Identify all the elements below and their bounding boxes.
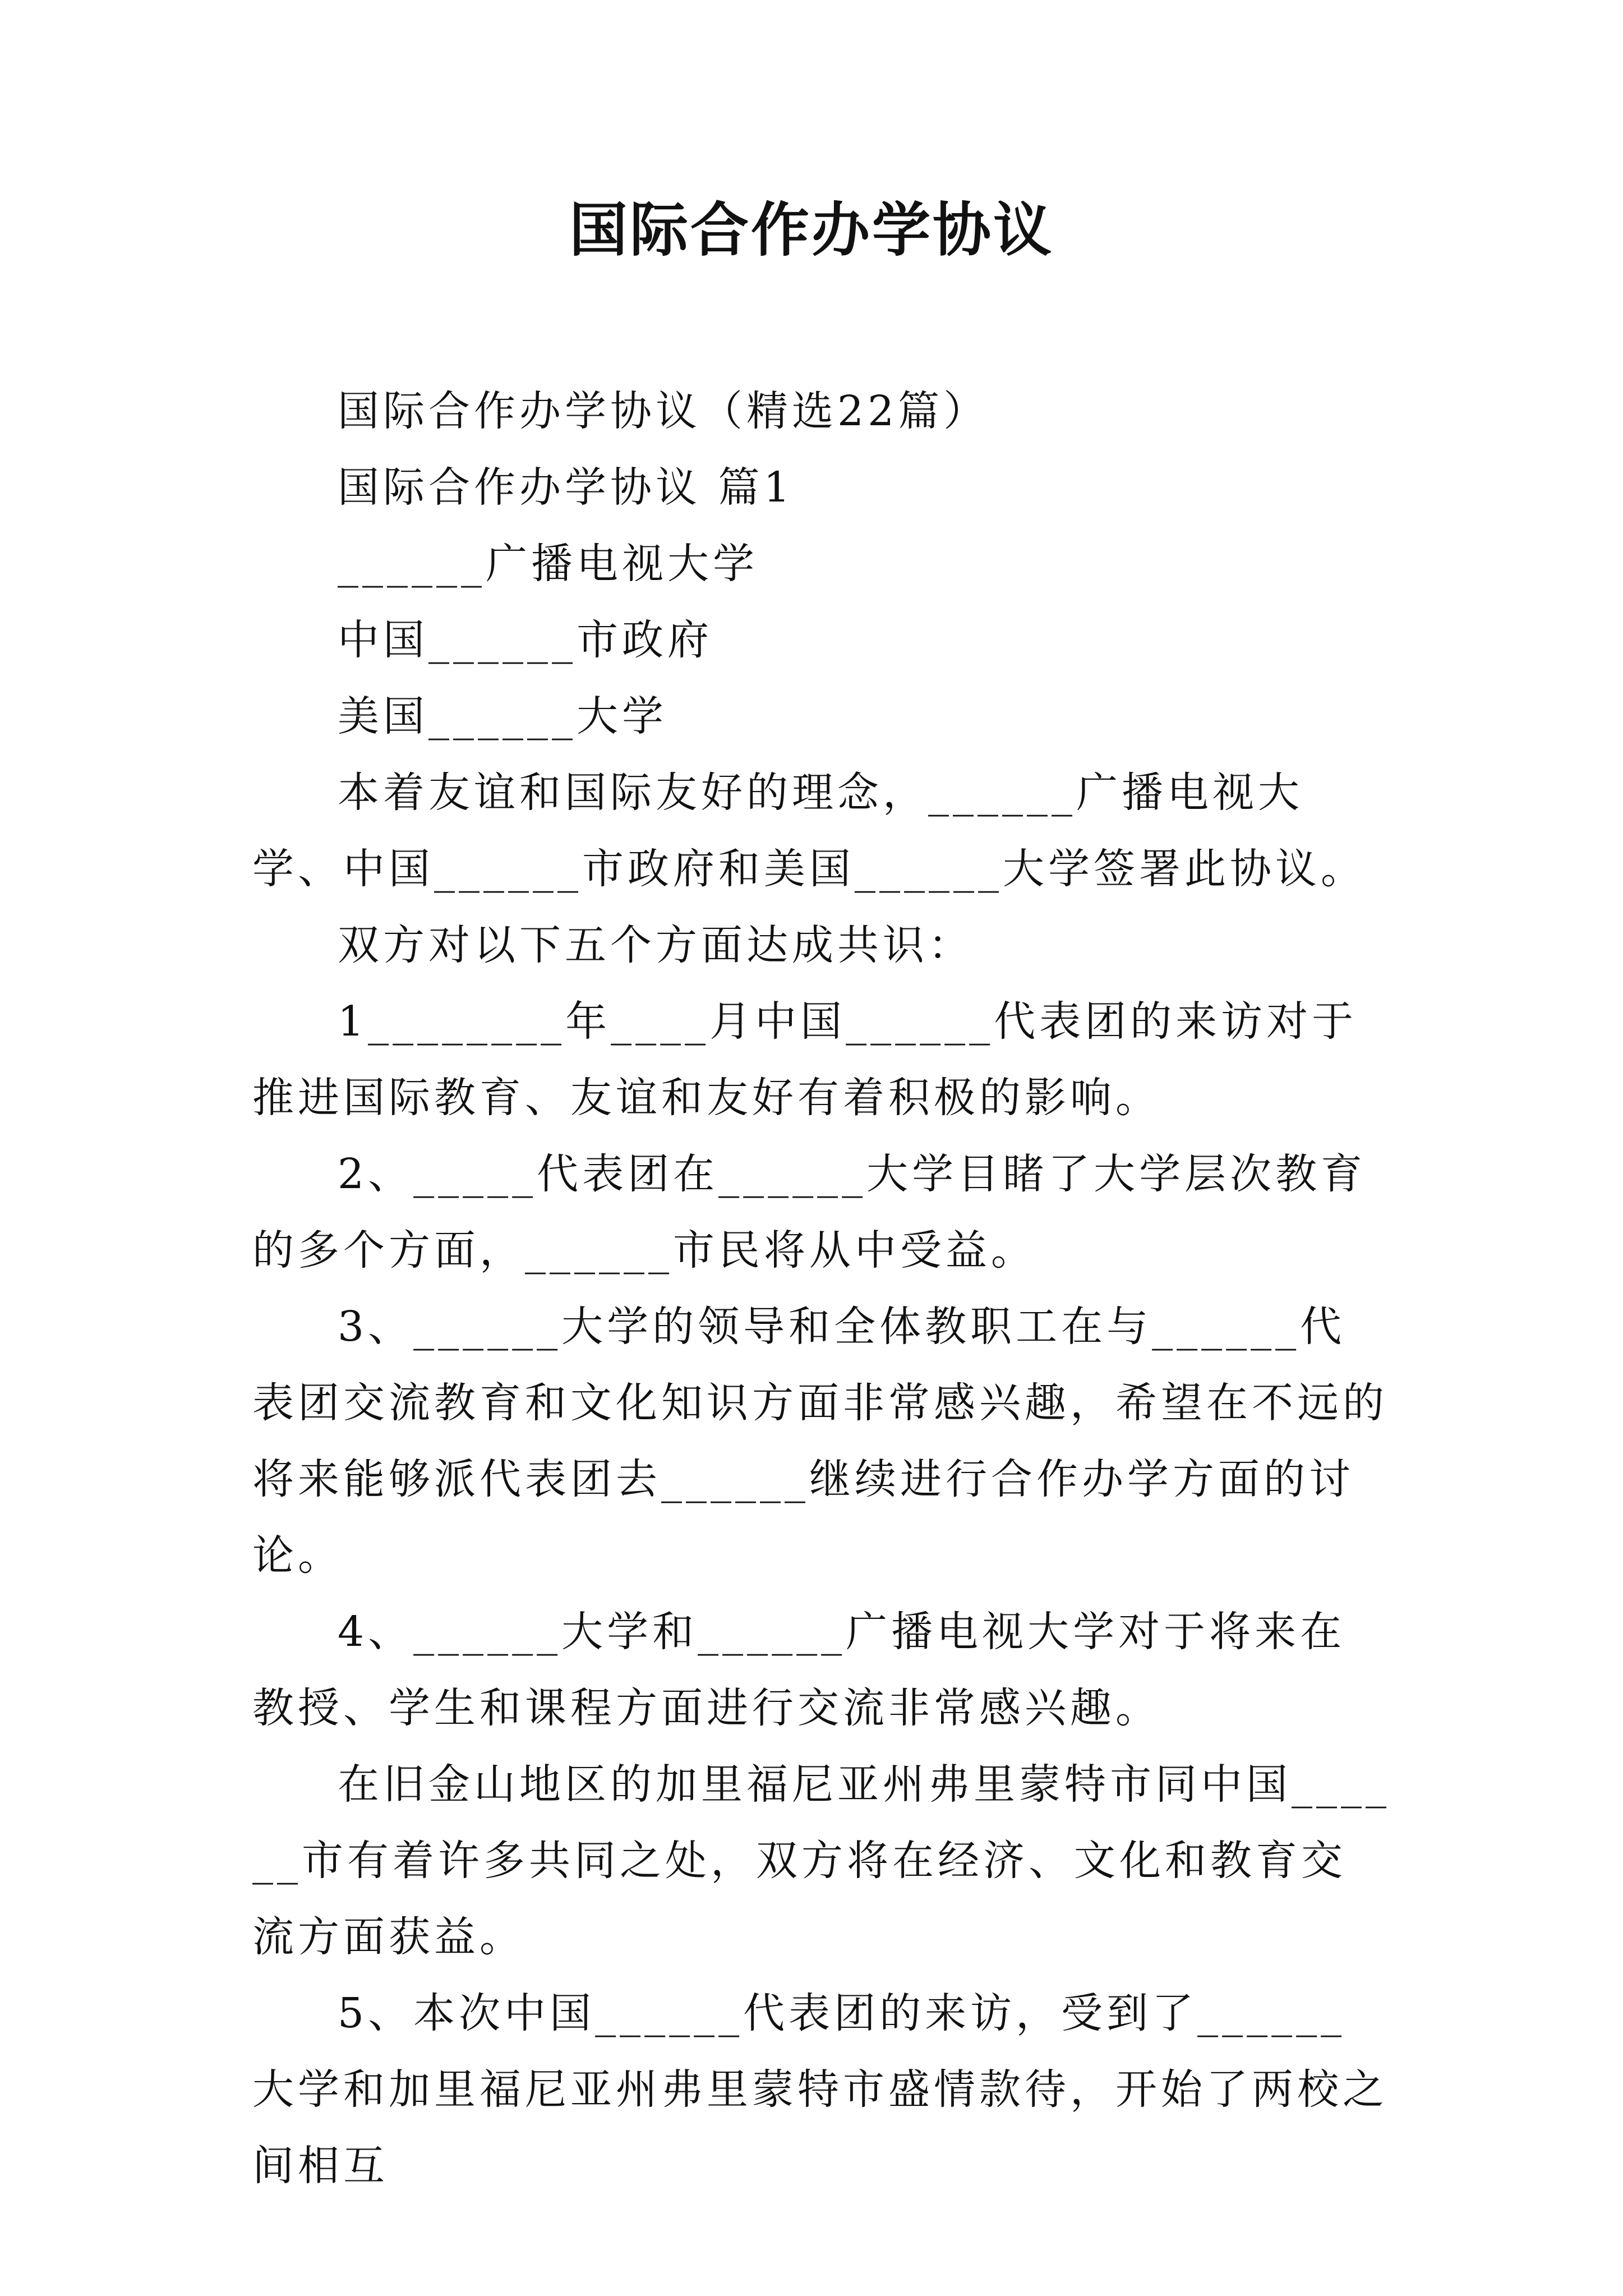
- clause-5: 5、本次中国______代表团的来访，受到了______大学和加里福尼亚州弗里蒙特市盛情款待，开始了两校之间相互: [252, 1989, 1388, 2190]
- clause-4: 4、______大学和______广播电视大学对于将来在教授、学生和课程方面进行交流非常感兴趣。: [252, 1608, 1346, 1732]
- clause-2: 2、_____代表团在______大学目睹了大学层次教育的多个方面，______市民将从中受益。: [252, 1150, 1367, 1274]
- fremont-paragraph: 在旧金山地区的加里福尼亚州弗里蒙特市同中国______市有着许多共同之处，双方将在经济、文化和教育交流方面获益。: [252, 1760, 1390, 1961]
- party-line-1: ______广播电视大学: [338, 540, 758, 588]
- clause-3: 3、______大学的领导和全体教职工在与______代表团交流教育和文化知识方面非常感兴趣，希望在不远的将来能够派代表团去______继续进行合作办学方面的讨论。: [252, 1303, 1388, 1580]
- subtitle-paragraph: 国际合作办学协议（精选22篇）: [338, 387, 989, 435]
- consensus-intro: 双方对以下五个方面达成共识：: [338, 921, 974, 969]
- document-body: [252, 373, 1391, 2204]
- party-line-2: 中国______市政府: [338, 616, 713, 664]
- preamble-paragraph: 本着友谊和国际友好的理念，______广播电视大学、中国______市政府和美国______大学签署此协议。: [252, 769, 1366, 893]
- clause-1: 1________年____月中国______代表团的来访对于推进国际教育、友谊和友好有着积极的影响。: [252, 997, 1358, 1122]
- party-line-3: 美国______大学: [338, 692, 667, 740]
- section-heading: 国际合作办学协议 篇1: [338, 463, 794, 512]
- document-title: 国际合作办学协议: [569, 195, 1054, 264]
